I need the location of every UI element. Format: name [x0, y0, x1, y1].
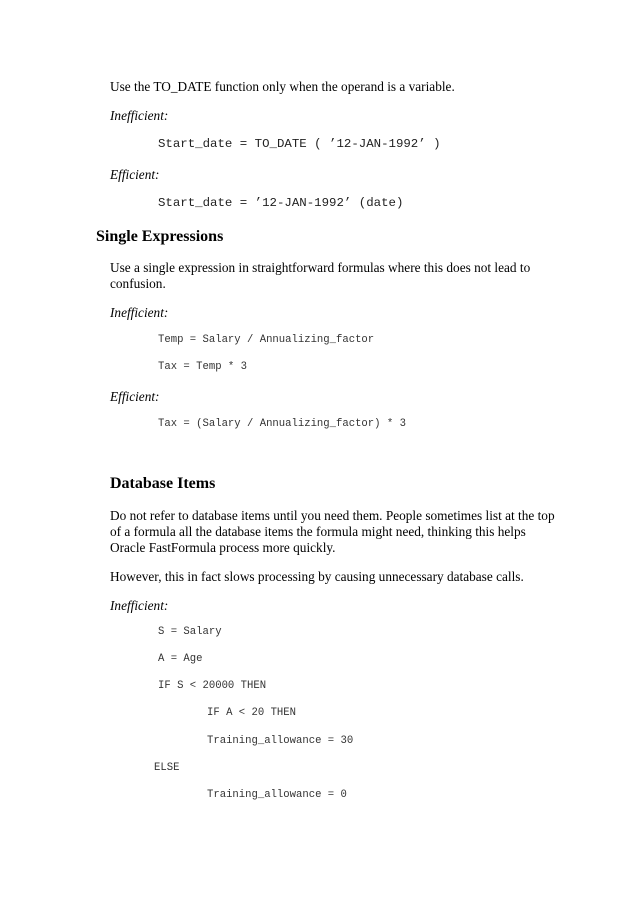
database-items-code-line-5: Training_allowance = 30	[207, 735, 354, 747]
database-items-para1-line-2: of a formula all the database items the formula might need, thinking this helps	[110, 524, 526, 539]
database-items-code-line-3: IF S < 20000 THEN	[158, 680, 267, 692]
database-items-code-line-7: Training_allowance = 0	[207, 789, 347, 801]
single-expressions-inefficient-label: Inefficient:	[110, 305, 169, 320]
database-items-para2: However, this in fact slows processing by causing unnecessary database calls.	[110, 569, 524, 584]
single-expressions-intro-line-1: Use a single expression in straightforward formulas where this does not lead to	[110, 260, 531, 275]
database-items-heading: Database Items	[110, 475, 216, 492]
database-items-para1-line-1: Do not refer to database items until you need them. People sometimes list at the top	[110, 508, 555, 523]
single-expressions-inefficient-code-2: Tax = Temp * 3	[158, 361, 248, 373]
to-date-intro: Use the TO_DATE function only when the operand is a variable.	[110, 79, 455, 94]
database-items-para1-line-3: Oracle FastFormula process more quickly.	[110, 540, 336, 555]
database-items-code-line-6: ELSE	[154, 762, 180, 774]
single-expressions-heading: Single Expressions	[96, 228, 224, 245]
to-date-inefficient-label: Inefficient:	[110, 108, 169, 123]
database-items-code-line-2: A = Age	[158, 653, 203, 665]
single-expressions-intro-line-2: confusion.	[110, 276, 166, 291]
single-expressions-efficient-code: Tax = (Salary / Annualizing_factor) * 3	[158, 418, 406, 430]
to-date-efficient-code: Start_date = ’12-JAN-1992’ (date)	[158, 196, 404, 210]
database-items-code-line-4: IF A < 20 THEN	[207, 707, 297, 719]
single-expressions-inefficient-code-1: Temp = Salary / Annualizing_factor	[158, 334, 375, 346]
to-date-efficient-label: Efficient:	[110, 167, 160, 182]
database-items-code-line-1: S = Salary	[158, 626, 222, 638]
database-items-inefficient-label: Inefficient:	[110, 598, 169, 613]
to-date-inefficient-code: Start_date = TO_DATE ( ’12-JAN-1992’ )	[158, 137, 441, 151]
single-expressions-efficient-label: Efficient:	[110, 389, 160, 404]
